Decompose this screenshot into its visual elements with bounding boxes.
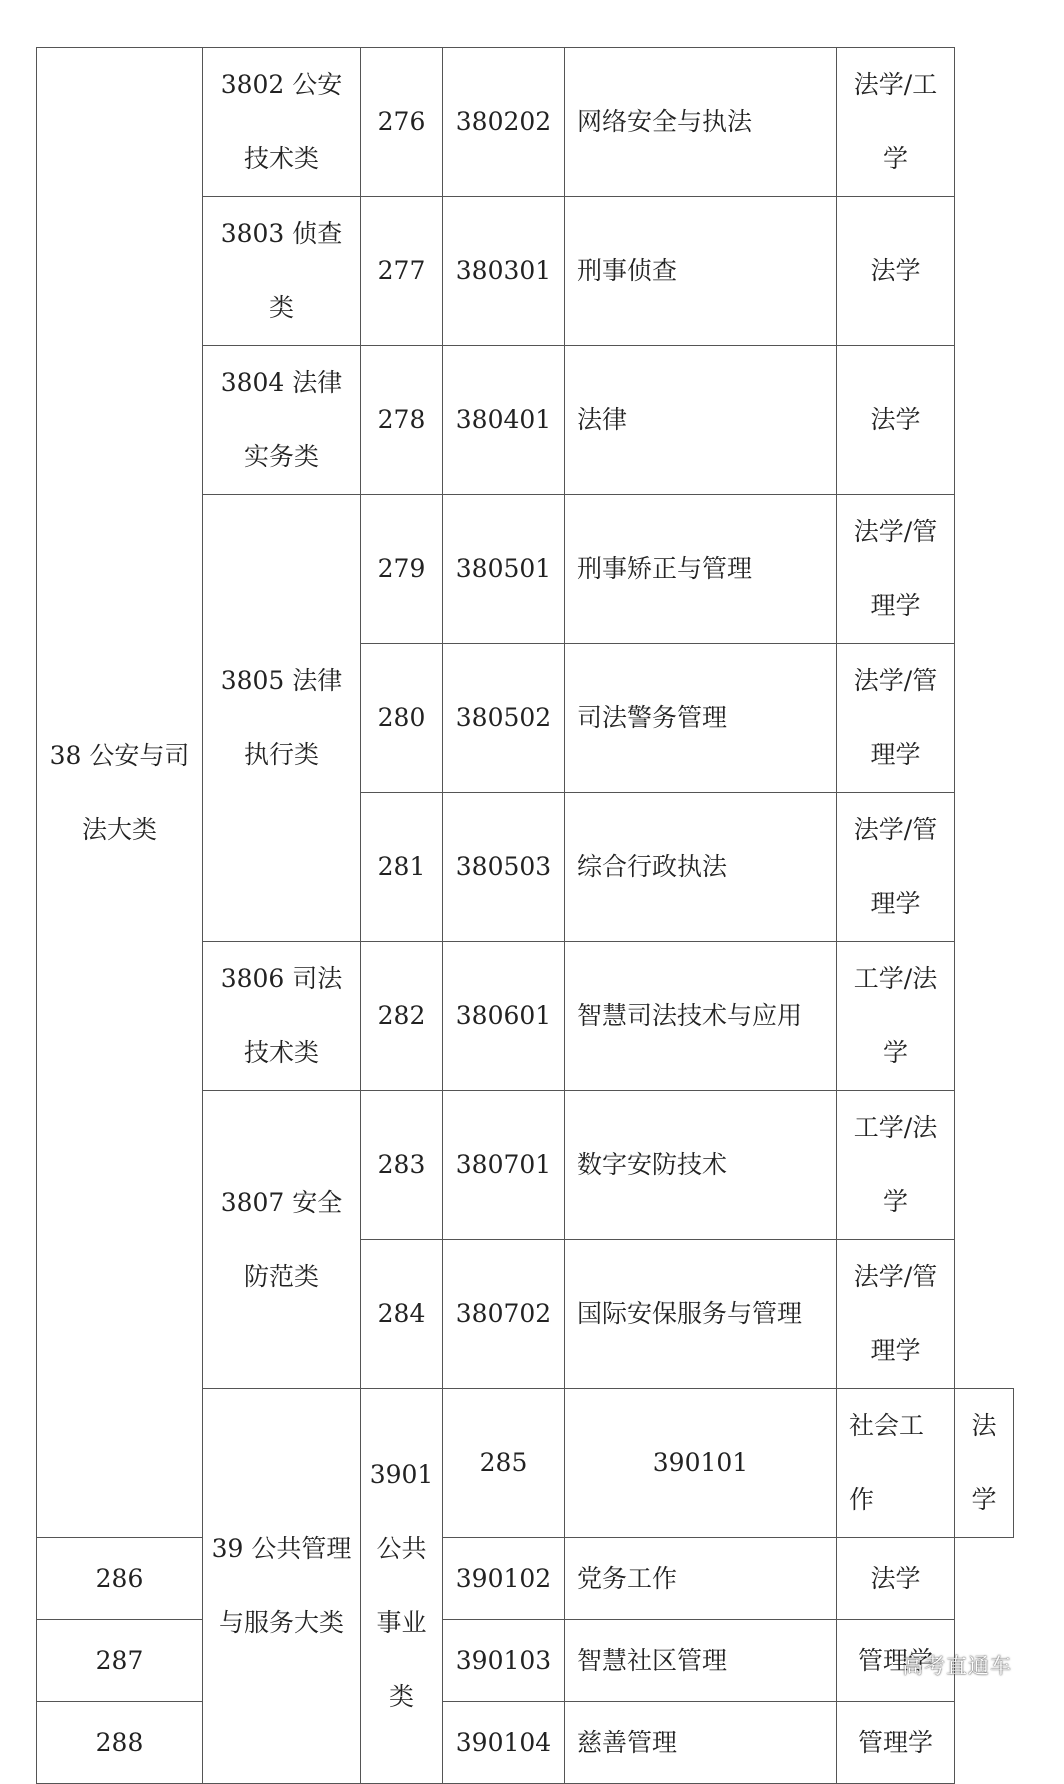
seq-cell: 288 bbox=[37, 1702, 203, 1784]
major-catalog-table bbox=[36, 47, 1014, 1784]
major-name-cell: 网络安全与执法 bbox=[565, 48, 837, 197]
degree-cell: 法学 bbox=[837, 346, 955, 495]
code-cell: 380503 bbox=[443, 793, 565, 942]
degree-cell: 法学/管理学 bbox=[837, 1240, 955, 1389]
table-row bbox=[37, 1702, 1014, 1784]
code-cell: 380702 bbox=[443, 1240, 565, 1389]
subcategory-cell: 3803 侦查类 bbox=[203, 197, 361, 346]
major-name-cell: 社会工作 bbox=[837, 1389, 955, 1538]
table-row bbox=[37, 1620, 1014, 1702]
degree-cell: 工学/法学 bbox=[837, 942, 955, 1091]
degree-cell: 法学/管理学 bbox=[837, 495, 955, 644]
category-cell: 38 公安与司法大类 bbox=[37, 48, 203, 1538]
major-name-cell: 刑事矫正与管理 bbox=[565, 495, 837, 644]
degree-cell: 法学/管理学 bbox=[837, 793, 955, 942]
code-cell: 380202 bbox=[443, 48, 565, 197]
subcategory-cell: 3901 公共事业类 bbox=[361, 1389, 443, 1784]
major-name-cell: 法律 bbox=[565, 346, 837, 495]
major-name-cell: 数字安防技术 bbox=[565, 1091, 837, 1240]
degree-cell: 法学/管理学 bbox=[837, 644, 955, 793]
subcategory-cell: 3804 法律实务类 bbox=[203, 346, 361, 495]
degree-cell: 管理学 bbox=[837, 1702, 955, 1784]
seq-cell: 282 bbox=[361, 942, 443, 1091]
major-name-cell: 司法警务管理 bbox=[565, 644, 837, 793]
subcategory-cell: 3807 安全防范类 bbox=[203, 1091, 361, 1389]
degree-cell: 法学/工学 bbox=[837, 48, 955, 197]
degree-cell: 法学 bbox=[837, 197, 955, 346]
code-cell: 380502 bbox=[443, 644, 565, 793]
seq-cell: 279 bbox=[361, 495, 443, 644]
degree-cell: 工学/法学 bbox=[837, 1091, 955, 1240]
seq-cell: 283 bbox=[361, 1091, 443, 1240]
code-cell: 380701 bbox=[443, 1091, 565, 1240]
degree-cell: 法学 bbox=[955, 1389, 1014, 1538]
major-name-cell: 智慧社区管理 bbox=[565, 1620, 837, 1702]
seq-cell: 280 bbox=[361, 644, 443, 793]
subcategory-cell: 3805 法律执行类 bbox=[203, 495, 361, 942]
code-cell: 380601 bbox=[443, 942, 565, 1091]
major-name-cell: 智慧司法技术与应用 bbox=[565, 942, 837, 1091]
code-cell: 390101 bbox=[565, 1389, 837, 1538]
seq-cell: 281 bbox=[361, 793, 443, 942]
seq-cell: 284 bbox=[361, 1240, 443, 1389]
subcategory-cell: 3802 公安技术类 bbox=[203, 48, 361, 197]
seq-cell: 278 bbox=[361, 346, 443, 495]
major-name-cell: 慈善管理 bbox=[565, 1702, 837, 1784]
category-cell: 39 公共管理与服务大类 bbox=[203, 1389, 361, 1784]
seq-cell: 287 bbox=[37, 1620, 203, 1702]
major-name-cell: 刑事侦查 bbox=[565, 197, 837, 346]
code-cell: 390102 bbox=[443, 1538, 565, 1620]
seq-cell: 277 bbox=[361, 197, 443, 346]
seq-cell: 286 bbox=[37, 1538, 203, 1620]
code-cell: 380401 bbox=[443, 346, 565, 495]
watermark-text: 高考直通车 bbox=[902, 1654, 1012, 1678]
seq-cell: 276 bbox=[361, 48, 443, 197]
degree-cell: 法学 bbox=[837, 1538, 955, 1620]
major-name-cell: 综合行政执法 bbox=[565, 793, 837, 942]
subcategory-cell: 3806 司法技术类 bbox=[203, 942, 361, 1091]
code-cell: 390104 bbox=[443, 1702, 565, 1784]
code-cell: 390103 bbox=[443, 1620, 565, 1702]
table-row bbox=[37, 48, 1014, 197]
table-row bbox=[37, 1538, 1014, 1620]
seq-cell: 285 bbox=[443, 1389, 565, 1538]
major-name-cell: 党务工作 bbox=[565, 1538, 837, 1620]
major-name-cell: 国际安保服务与管理 bbox=[565, 1240, 837, 1389]
code-cell: 380501 bbox=[443, 495, 565, 644]
degree-cell: 管理学 bbox=[837, 1620, 955, 1702]
code-cell: 380301 bbox=[443, 197, 565, 346]
